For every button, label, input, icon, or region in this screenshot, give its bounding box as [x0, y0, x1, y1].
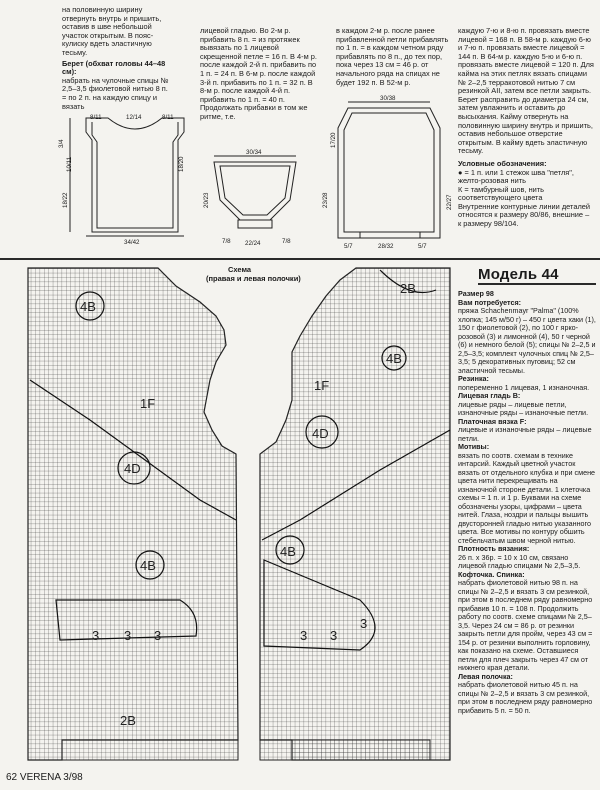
- plat-label: Платочная вязка F:: [458, 416, 527, 426]
- chart-label-right-5: 3: [300, 628, 308, 643]
- motif-label: Мотивы:: [458, 442, 490, 451]
- left-front-label: Левая полочка:: [458, 671, 513, 681]
- dim-sleeve-height: 20/23: [203, 192, 210, 208]
- chart-label-left-2: 4D: [124, 461, 141, 476]
- stock-text: лицевые ряды – лицевые петли, изнаночные ряды – изнаночные петли.: [458, 399, 589, 417]
- dim-bodice-left-1: 3/4: [58, 139, 65, 148]
- model-title-rule: [478, 283, 596, 285]
- plat-text: лицевые и изнаночные ряды – лицевые петли.: [458, 425, 592, 443]
- chart-label-left-3: 4B: [140, 558, 156, 573]
- col4-text: каждую 7-ю и 8-ю п. провязать вместе лицевой = 168 п. В 58-м р. каждую 6-ю и 7-ю п. провязать вместе лицевой = 144 п. В 64-м р. каждую 5-ю и 6-ю п. провязать вместе лицевой = 120 п. Для кайма на этих петлях вязать спицами № 2–2,5 терракотовой нитью 7 см резинкой АII, затем все петли закрыть. Берет расправить до диаметра 24 см, затем увлажнить и оставить до высыхания. Кайму отвернуть на половинную ширину внутрь и пришить, оставив небольшое отверстие открытым. В кайму вдеть эластичную тесьму.: [458, 26, 594, 156]
- left-front-text: набрать фиолетовой нитью 45 п. на спицы № 2–2,5 и вязать 3 см резинкой, при этом в последнем ряду равномерно прибавить 5 п. = 50 п.: [458, 680, 593, 715]
- dim-sleeve-cuff-right: 7/8: [282, 238, 291, 245]
- col2-text: лицевой гладью. Во 2-м р. прибавить 8 п. = из протяжек вывязать по 1 лицевой скрещенной петле = 16 п. В 4-м р. после каждой 2-й п. прибавить по 1 п. = 24 п. В 6-м р. после каждой 3-й п. прибавить по 1 п. = 32 п. В 8-м р. после каждой 4-й п. прибавить по 1 п. = 40 п. Продолжать прибавки в том же ритме, т.е.: [200, 26, 317, 121]
- dim-bodice-left-3: 18/22: [62, 192, 69, 208]
- materials-text: пряжа Schachenmayr "Palma" (100% хлопка; 145 м/50 г) – 450 г цвета хаки (1), 150 г фиолетовой (2), по 100 г ярко-розовой (3) и лимонной (4), 50 г черной (6) и немного белой (5); спицы № 2–2,5 и 2,5–3,5; комплект чулочных спиц № 2,5–3,5; 5 декоративных пуговиц; 52 см эластичной тесьмы.: [458, 306, 596, 375]
- chart-label-right-7: 3: [360, 616, 368, 631]
- chart-label-left-7: 2B: [120, 713, 136, 728]
- legend-text: ● = 1 п. или 1 стежок шва "петля", желто-розовая нить К = тамбурный шов, нить соответствующего цвета Внутренние контурные линии деталей относятся к размеру 80/86, внешние – к размеру 98/104.: [458, 167, 590, 229]
- dim-bodice-bottom: 34/42: [124, 239, 140, 246]
- intro-text: на половинную ширину отвернуть внутрь и пришить, оставив в шве небольшой участок открытым. В пояс-кулиску вдеть эластичную тесьму.: [62, 5, 162, 57]
- chart-label-right-3: 4D: [312, 426, 329, 441]
- chart-label-right-2: 1F: [314, 378, 330, 393]
- jacket-label: Кофточка. Спинка:: [458, 569, 525, 579]
- dim-sleeve-top: 30/34: [246, 149, 262, 156]
- rib-label: Резинка:: [458, 374, 489, 383]
- chart-label-left-5: 3: [124, 628, 132, 643]
- dim-back-bottom: 28/32: [378, 243, 394, 250]
- gauge-text: 26 п. х 36р. = 10 х 10 см, связано лицевой гладью спицами № 2,5–3,5.: [458, 552, 581, 570]
- chart-label-left-6: 3: [154, 628, 162, 643]
- dim-back-left-2: 17/20: [330, 132, 337, 148]
- dim-sleeve-cuff: 22/24: [245, 240, 261, 247]
- chart-subtitle: (правая и левая полочки): [206, 274, 301, 283]
- dim-back-bottom-right: 5/7: [418, 243, 427, 250]
- chart-title: Схема: [228, 265, 252, 274]
- motif-text: вязать по соотв. схемам в технике интарсий. Каждый цветной участок вязать от отдельного клубка и при смене цвета нити перекрещивать на изнаночной стороне детали. 1 клеточка схемы = 1 п. и 1 р. Буквами на схеме обозначены узоры, цифрами – цвета нитей. Глаза, ноздри и пальцы вышить двусторонней гладью нитью указанного цвета. Все мотивы по контуру обшить стебельчатым швом черной нитью.: [458, 450, 596, 545]
- chart-label-left-0: 4В: [80, 299, 96, 314]
- gauge-label: Плотность вязания:: [458, 544, 530, 553]
- dim-sleeve-cuff-left: 7/8: [222, 238, 231, 245]
- dim-bodice-top-1: 8/11: [90, 114, 102, 121]
- beret-text: набрать на чулочные спицы № 2,5–3,5 фиолетовой нитью 8 п. = по 2 п. на каждую спицу и вязать: [62, 75, 169, 111]
- model-instructions: [458, 290, 596, 780]
- chart-label-left-1: 1F: [140, 396, 156, 411]
- rib-text: попеременно 1 лицевая, 1 изнаночная.: [458, 382, 590, 392]
- page-footer: 62 VERENA 3/98: [6, 772, 83, 783]
- dim-back-left-1: 23/28: [322, 192, 329, 208]
- stock-label: Лицевая гладь В:: [458, 391, 521, 400]
- chart-label-left-4: 3: [92, 628, 100, 643]
- dim-bodice-top-2: 12/14: [126, 114, 142, 121]
- jacket-text: набрать фиолетовой нитью 98 п. на спицы № 2–2,5 и вязать 3 см резинкой, при этом в последнем ряду равномерно прибавив 10 п. = 108 п. Продолжить работу по соотв. схеме спицами № 2,5–3,5. Через 24 см = 86 р. от резинки закрыть петли для пройм, через 43 см = 154 р. от резинки выполнить горловину, как показано на схеме. Оставшиеся петли для плеч закрыть через 47 см от нижнего края детали.: [458, 578, 593, 672]
- chart-label-right-4: 4B: [280, 544, 296, 559]
- dim-bodice-left-2: 10/11: [66, 156, 73, 172]
- chart-label-right-6: 3: [330, 628, 338, 643]
- dim-back-right: 22/27: [446, 194, 453, 210]
- model-title: Модель 44: [478, 266, 559, 283]
- col3-text: в каждом 2-м р. после ранее прибавленной петли прибавлять по 1 п. = в каждом четном ряду прибавлять по 8 п., до тех пор, пока через 13 см = 46 р. от начального ряда на спицах не будет 192 п. В 52-м р.: [336, 26, 449, 87]
- dim-back-bottom-left: 5/7: [344, 243, 353, 250]
- dim-back-top: 30/38: [380, 95, 396, 102]
- chart-label-right-1: 4B: [386, 351, 402, 366]
- chart-label-right-0: 2B: [400, 281, 416, 296]
- dim-bodice-right: 18/20: [178, 156, 185, 172]
- materials-label: Вам потребуется:: [458, 297, 522, 307]
- dim-bodice-top-3: 8/11: [162, 114, 174, 121]
- legend-title: Условные обозначения:: [458, 158, 547, 168]
- beret-title: Берет (обхват головы 44–48 см):: [62, 58, 166, 77]
- size-title: Размер 98: [458, 289, 494, 298]
